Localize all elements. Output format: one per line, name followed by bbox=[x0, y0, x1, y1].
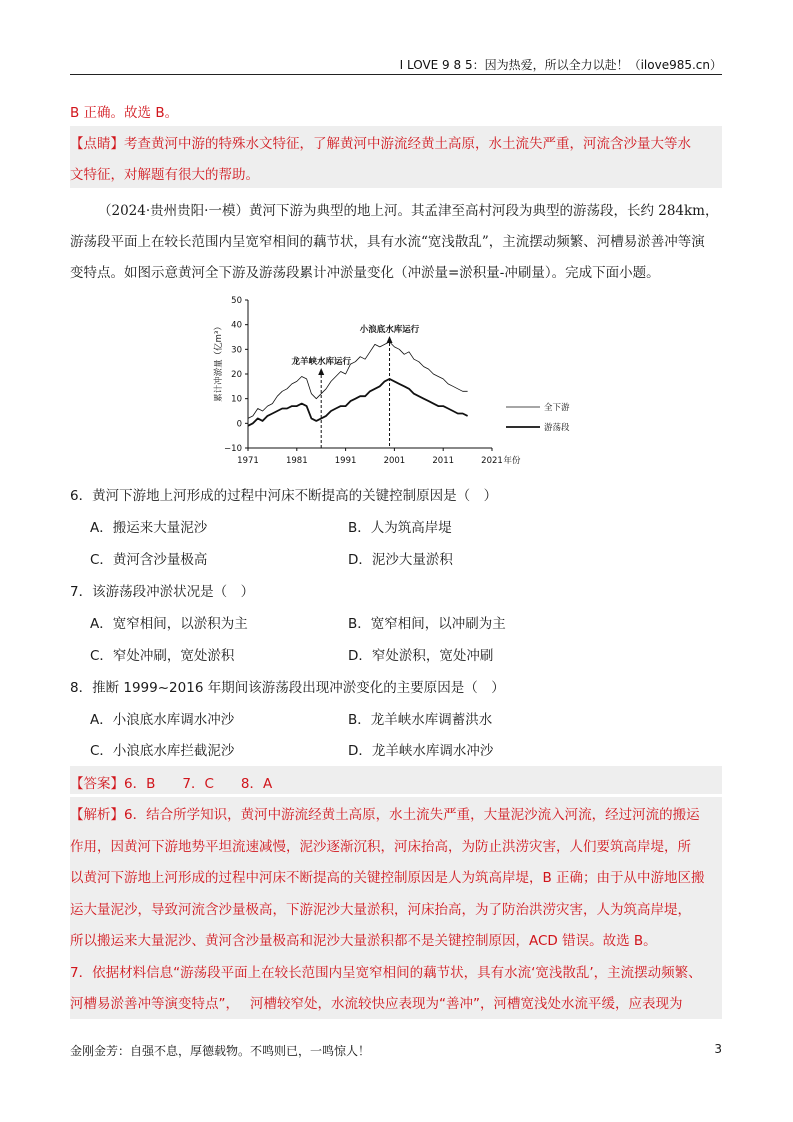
question-8-stem: 8．推断 1999~2016 年期间该游荡段出现冲淤变化的主要原因是（ ） bbox=[70, 680, 505, 696]
y-tick-label: 40 bbox=[231, 320, 242, 331]
x-tick-label: 2011 bbox=[432, 456, 455, 466]
question-8-option-c[interactable]: C．小浪底水库拦截泥沙 bbox=[90, 743, 235, 759]
y-tick-label: 0 bbox=[236, 419, 242, 430]
analysis-line-4: 运大量泥沙，导致河流含沙量极高，下游泥沙大量淤积，河床抬高，为了防治洪涝灾害，人为筑高岸堤， bbox=[70, 902, 691, 918]
x-tick-label: 2021 bbox=[481, 456, 503, 466]
y-tick-label: 50 bbox=[231, 296, 242, 306]
annotation-label: 小浪底水库运行 bbox=[359, 325, 420, 335]
prev-answer-block bbox=[70, 97, 722, 121]
legend-label: 游荡段 bbox=[544, 423, 570, 433]
question-6-option-d[interactable]: D．泥沙大量淤积 bbox=[348, 552, 453, 568]
footer-motto: 金刚金芳：自强不息，厚德载物。不鸣则已，一鸣惊人！ bbox=[70, 1044, 371, 1058]
analysis-line-6: 7．依据材料信息“游荡段平面上在较长范围内呈宽窄相间的藕节状，具有水流‘宽浅散乱’，主流摆动频繁、 bbox=[70, 965, 702, 981]
annotation-label: 龙羊峡水库运行 bbox=[291, 357, 351, 367]
comment-block bbox=[70, 126, 722, 188]
y-tick-label: 20 bbox=[231, 370, 242, 380]
legend-label: 全下游 bbox=[544, 403, 570, 413]
question-6-option-b[interactable]: B．人为筑高岸堤 bbox=[348, 520, 452, 536]
sediment-chart bbox=[210, 290, 570, 475]
analysis-tag: 【解析】 bbox=[70, 807, 124, 823]
analysis-line-5: 所以搬运来大量泥沙、黄河含沙量极高和泥沙大量淤积都不是关键控制原因，ACD 错误。故选 B。 bbox=[70, 933, 657, 949]
prev-answer-tail: B 正确。故选 B。 bbox=[70, 105, 179, 121]
stem-line-2: 游荡段平面上在较长范围内呈宽窄相间的藕节状，具有水流“宽浅散乱”，主流摆动频繁、河槽易淤善冲等演 bbox=[70, 234, 705, 250]
page-number: 3 bbox=[714, 1042, 722, 1056]
analysis-line-1: 【解析】6．结合所学知识，黄河中游流经黄土高原，水土流失严重，大量泥沙流入河流，经过河流的搬运 bbox=[70, 807, 700, 823]
annotation-arrowhead bbox=[387, 336, 393, 343]
header-rule bbox=[70, 74, 722, 75]
question-8-option-d[interactable]: D．龙羊峡水库调水冲沙 bbox=[348, 743, 494, 759]
question-6-option-c[interactable]: C．黄河含沙量极高 bbox=[90, 552, 208, 568]
analysis-line-3: 以黄河下游地上河形成的过程中河床不断提高的关键控制原因是人为筑高岸堤，B 正确；由于从中游地区搬 bbox=[70, 870, 705, 886]
question-7-stem: 7．该游荡段冲淤状况是（ ） bbox=[70, 584, 255, 600]
question-7-option-a[interactable]: A．宽窄相间，以淤积为主 bbox=[90, 616, 248, 632]
answer-tag: 【答案】 bbox=[70, 776, 124, 792]
y-axis-label: 累计冲淤量（亿m³） bbox=[214, 322, 224, 402]
x-tick-label: 2001 bbox=[383, 456, 406, 466]
stem-line-1: （2024·贵州贵阳·一模）黄河下游为典型的地上河。其孟津至高村河段为典型的游荡段，长约 284km， bbox=[98, 203, 719, 219]
answer-block bbox=[70, 766, 722, 794]
analysis-block bbox=[70, 797, 722, 1019]
page-header: I LOVE 9 8 5：因为热爱，所以全力以赴！（ilove985.cn） bbox=[399, 58, 722, 72]
comment-tag: 【点睛】 bbox=[70, 136, 124, 152]
y-tick-label: 10 bbox=[231, 394, 242, 405]
question-7-option-c[interactable]: C．窄处冲刷，宽处淤积 bbox=[90, 648, 235, 664]
annotation-arrowhead bbox=[318, 368, 324, 375]
analysis-line-7: 河槽易淤善冲等演变特点”， 河槽较窄处，水流较快应表现为“善冲”，河槽宽浅处水流平缓，应表现为 bbox=[70, 996, 683, 1012]
question-7-option-b[interactable]: B．宽窄相间，以冲刷为主 bbox=[348, 616, 506, 632]
question-8-option-a[interactable]: A．小浪底水库调水冲沙 bbox=[90, 712, 235, 728]
x-tick-label: 1991 bbox=[334, 456, 357, 466]
comment-line-1: 【点睛】考查黄河中游的特殊水文特征，了解黄河中游流经黄土高原，水土流失严重，河流含沙量大等水 bbox=[70, 136, 691, 152]
answer-line bbox=[70, 772, 272, 792]
question-6-stem: 6．黄河下游地上河形成的过程中河床不断提高的关键控制原因是（ ） bbox=[70, 488, 498, 504]
series-line-full-downstream bbox=[248, 342, 468, 419]
question-8-option-b[interactable]: B．龙羊峡水库调蓄洪水 bbox=[348, 712, 493, 728]
x-axis-label: 年份 bbox=[503, 456, 521, 466]
x-tick-label: 1971 bbox=[237, 456, 259, 466]
y-tick-label: −10 bbox=[224, 444, 242, 454]
x-tick-label: 1981 bbox=[285, 456, 308, 466]
answer-text: 6．B 7．C 8．A bbox=[124, 776, 273, 792]
series-line-wandering-section bbox=[248, 379, 468, 426]
question-7-option-d[interactable]: D．窄处淤积，宽处冲刷 bbox=[348, 648, 494, 664]
analysis-line-2: 作用，因黄河下游地势平坦流速减慢，泥沙逐渐沉积，河床抬高，为防止洪涝灾害，人们要筑高岸堤，所 bbox=[70, 839, 691, 855]
question-6-option-a[interactable]: A．搬运来大量泥沙 bbox=[90, 520, 208, 536]
y-tick-label: 30 bbox=[231, 345, 242, 356]
comment-line-2: 文特征，对解题有很大的帮助。 bbox=[70, 167, 259, 183]
stem-line-3: 变特点。如图示意黄河全下游及游荡段累计冲淤量变化（冲淤量=淤积量-冲刷量）。完成下面小题。 bbox=[70, 265, 660, 281]
